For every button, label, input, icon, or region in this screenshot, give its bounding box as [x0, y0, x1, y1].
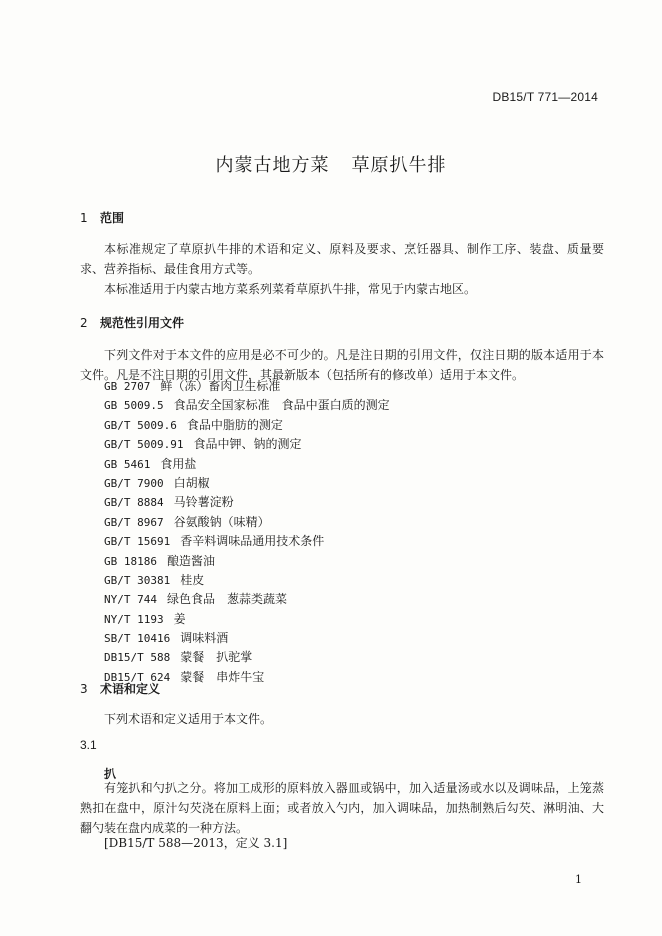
section-3-heading: [80, 680, 160, 697]
reference-code: NY/T 744: [104, 593, 157, 607]
reference-code: GB/T 15691: [104, 535, 171, 549]
reference-code: GB/T 7900: [104, 476, 164, 490]
reference-title: 香辛料调味品通用技术条件: [180, 534, 325, 549]
term-name: 扒: [104, 767, 117, 781]
reference-item: [104, 532, 390, 551]
term-source: [DB15/T 588—2013，定义 3.1]: [104, 836, 288, 850]
reference-item: [104, 552, 390, 571]
reference-code: DB15/T 588: [104, 651, 171, 665]
reference-title: 鲜（冻）畜肉卫生标准: [160, 379, 281, 393]
reference-title: 蒙餐 扒驼掌: [180, 650, 253, 665]
reference-item: [104, 474, 390, 493]
reference-title: 绿色食品 葱蒜类蔬菜: [166, 592, 287, 607]
document-title: [0, 151, 662, 177]
reference-code: GB 5461: [104, 457, 151, 471]
title-part-2: 草原扒牛排: [351, 155, 447, 176]
reference-title: 姜: [173, 611, 186, 626]
reference-code: DB15/T 624: [104, 670, 171, 684]
section-1-paragraph-1: 本标准规定了草原扒牛排的术语和定义、原料及要求、烹饪器具、制作工序、装盘、质量要求、营养指标、最佳食用方式等。: [80, 242, 604, 276]
reference-title: 桂皮: [180, 572, 205, 587]
reference-code: GB/T 30381: [104, 573, 171, 587]
reference-item: [104, 610, 390, 629]
reference-title: 酿造酱油: [166, 553, 215, 568]
reference-title: 食品中钾、钠的测定: [193, 437, 302, 452]
reference-title: 调味料酒: [180, 631, 229, 646]
term-definition: 有笼扒和勺扒之分。将加工成形的原料放入器皿或锅中，加入适量汤或水以及调味品，上笼蒸熟扣在盘中，原汁勾芡浇在原料上面；或者放入勺内，加入调味品，加热制熟后勾芡、淋明油、大翻勺装在盘内成菜的一种方法。: [80, 781, 604, 835]
reference-item: [104, 435, 390, 454]
reference-code: GB 18186: [104, 554, 157, 568]
reference-item: [104, 513, 390, 532]
section-3-title: 术语和定义: [100, 682, 161, 696]
reference-title: 食品中脂肪的测定: [186, 417, 283, 432]
reference-item: [104, 416, 390, 435]
reference-title: 食品安全国家标准 食品中蛋白质的测定: [173, 398, 390, 413]
reference-item: [104, 571, 390, 590]
section-2-heading: [80, 314, 184, 331]
reference-item: [104, 629, 390, 648]
reference-item: [104, 377, 390, 396]
reference-code: SB/T 10416: [104, 632, 171, 646]
reference-code: NY/T 1193: [104, 612, 164, 626]
clause-number: 3.1: [80, 738, 97, 752]
reference-item: [104, 648, 390, 667]
section-3-intro: 下列术语和定义适用于本文件。: [104, 712, 273, 726]
reference-code: GB 5009.5: [104, 399, 164, 413]
section-1-paragraph-2: 本标准适用于内蒙古地方菜系列菜肴草原扒牛排，常见于内蒙古地区。: [104, 282, 477, 296]
reference-title: 食用盐: [160, 456, 197, 471]
reference-item: [104, 590, 390, 609]
section-2-intro: 下列文件对于本文件的应用是必不可少的。凡是注日期的引用文件，仅注日期的版本适用于本文件。凡是不注日期的引用文件，其最新版本（包括所有的修改单）适用于本文件。: [80, 348, 604, 382]
title-part-1: 内蒙古地方菜: [215, 155, 330, 176]
reference-title: 马铃薯淀粉: [173, 495, 234, 510]
reference-list: [104, 377, 390, 687]
section-1-number: 1: [80, 211, 88, 225]
section-2-title: 规范性引用文件: [100, 316, 185, 330]
reference-item: [104, 493, 390, 512]
section-1-heading: [80, 209, 124, 226]
reference-code: GB 2707: [104, 380, 151, 393]
reference-code: GB/T 5009.6: [104, 418, 177, 432]
reference-title: 白胡椒: [173, 475, 210, 490]
reference-code: GB/T 5009.91: [104, 438, 184, 452]
section-3-number: 3: [80, 682, 88, 696]
reference-title: 谷氨酸钠（味精）: [173, 514, 270, 529]
document-code: DB15/T 771—2014: [492, 90, 598, 104]
reference-item: [104, 396, 390, 415]
reference-code: GB/T 8967: [104, 515, 164, 529]
section-1-title: 范围: [100, 211, 125, 225]
reference-item: [104, 455, 390, 474]
page-number: 1: [575, 873, 582, 886]
reference-code: GB/T 8884: [104, 496, 164, 510]
section-2-number: 2: [80, 316, 88, 330]
reference-title: 蒙餐 串炸牛宝: [180, 669, 265, 684]
